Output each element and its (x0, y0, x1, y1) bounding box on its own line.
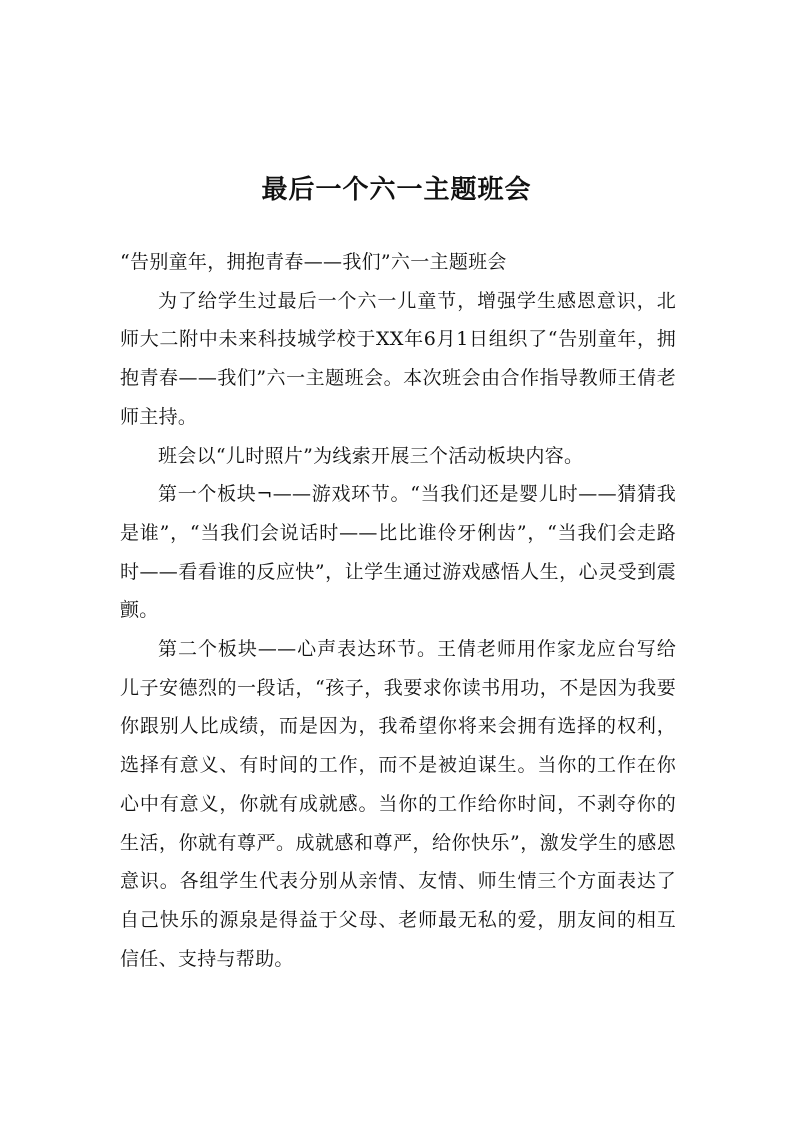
intro-paragraph: 为了给学生过最后一个六一儿童节，增强学生感恩意识，北师大二附中未来科技城学校于XX年6月1日组织了“告别童年，拥抱青春——我们”六一主题班会。本次班会由合作指导教师王倩老师主持。 (120, 289, 676, 428)
section-two-paragraph: 第二个板块——心声表达环节。王倩老师用作家龙应台写给儿子安德烈的一段话，“孩子，我要求你读书用功，不是因为我要你跟别人比成绩，而是因为，我希望你将来会拥有选择的权利，选择有意义、有时间的工作，而不是被迫谋生。当你的工作在你心中有意义，你就有成就感。当你的工作给你时间，不剥夺你的生活，你就有尊严。成就感和尊严，给你快乐”，激发学生的感恩意识。各组学生代表分别从亲情、友情、师生情三个方面表达了自己快乐的源泉是得益于父母、老师最无私的爱，朋友间的相互信任、支持与帮助。 (120, 638, 676, 970)
subtitle-paragraph: “告别童年，拥抱青春——我们”六一主题班会 (120, 251, 507, 273)
overview-paragraph: 班会以“儿时照片”为线索开展三个活动板块内容。 (158, 444, 584, 467)
section-one-paragraph: 第一个板块¬——游戏环节。“当我们还是婴儿时——猜猜我是谁”，“当我们会说话时——比比谁伶牙俐齿”，“当我们会走路时——看看谁的反应快”，让学生通过游戏感悟人生，心灵受到震颤。 (120, 483, 676, 622)
document-body (120, 243, 676, 978)
document-title: 最后一个六一主题班会 (261, 175, 532, 205)
